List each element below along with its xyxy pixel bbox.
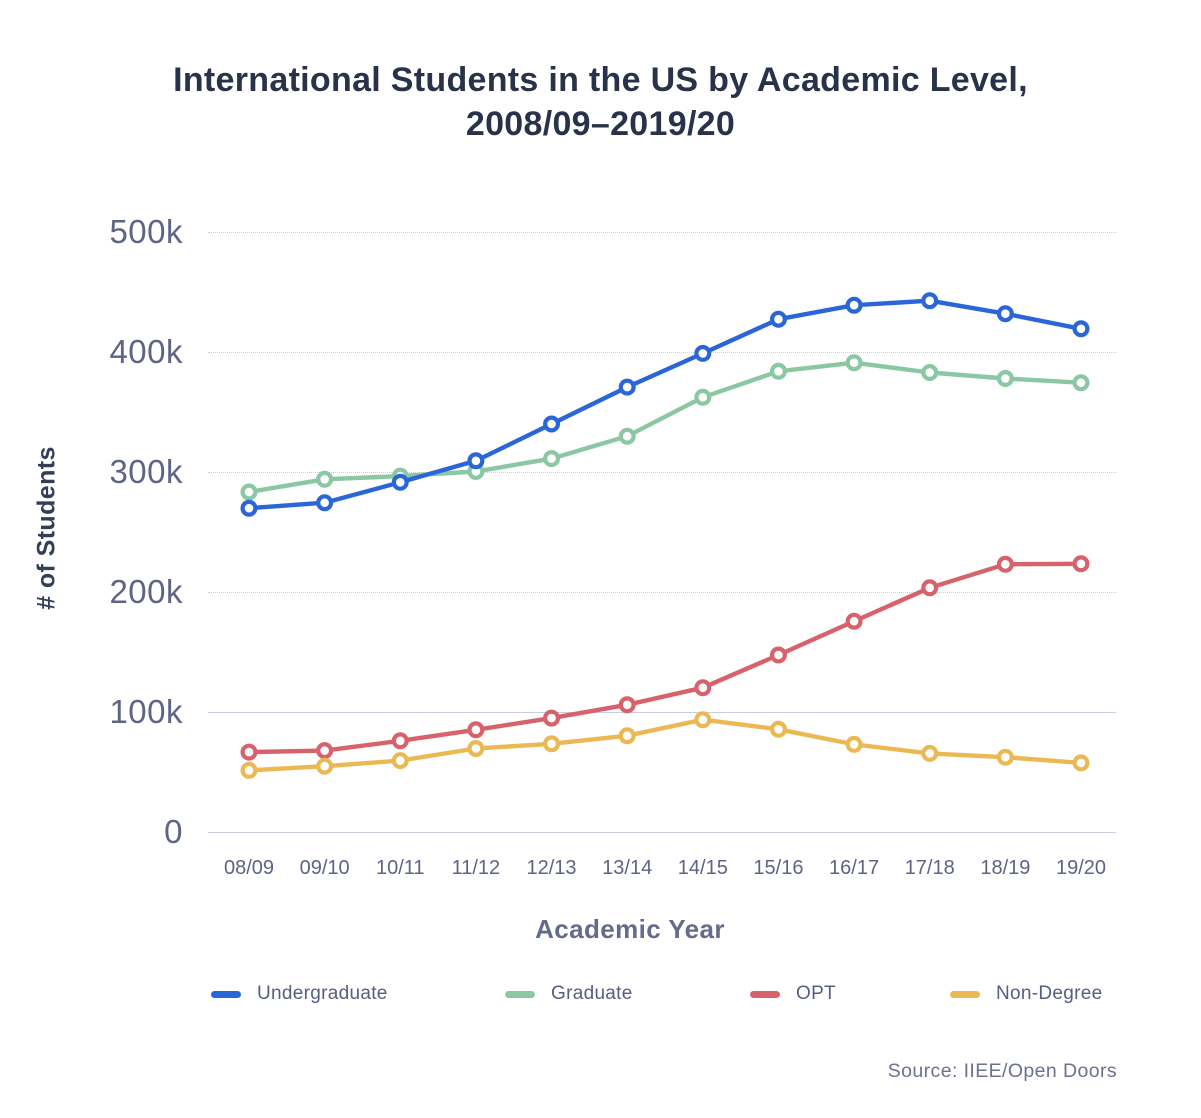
legend-swatch-icon [950, 991, 980, 998]
data-point-opt-11-12 [470, 723, 483, 736]
data-point-undergraduate-19-20 [1075, 322, 1088, 335]
data-point-non-degree-13-14 [621, 729, 634, 742]
legend-label: Graduate [551, 983, 633, 1004]
data-point-undergraduate-12-13 [545, 418, 558, 431]
data-point-non-degree-15-16 [772, 723, 785, 736]
data-point-opt-13-14 [621, 698, 634, 711]
data-point-graduate-09-10 [318, 473, 331, 486]
x-tick-label: 12/13 [526, 857, 577, 879]
data-point-opt-12-13 [545, 712, 558, 725]
data-point-graduate-13-14 [621, 430, 634, 443]
legend-item-graduate [505, 981, 633, 1007]
x-tick-label: 16/17 [829, 857, 880, 879]
data-point-undergraduate-11-12 [470, 454, 483, 467]
data-point-non-degree-14-15 [696, 713, 709, 726]
data-point-undergraduate-17-18 [923, 294, 936, 307]
data-point-graduate-14-15 [696, 391, 709, 404]
x-tick-label: 13/14 [602, 857, 653, 879]
x-tick-label: 19/20 [1055, 857, 1107, 879]
data-point-undergraduate-13-14 [621, 381, 634, 394]
data-point-graduate-17-18 [923, 366, 936, 379]
data-point-undergraduate-10-11 [394, 476, 407, 489]
data-point-undergraduate-16-17 [848, 299, 861, 312]
legend-item-non-degree [950, 981, 1103, 1007]
y-axis-title: # of Students [32, 446, 61, 610]
y-tick-label: 400k [109, 333, 183, 370]
x-axis-title: Academic Year [535, 914, 725, 944]
legend-item-undergraduate [211, 981, 388, 1007]
legend-swatch-icon [505, 991, 535, 998]
x-tick-label: 09/10 [299, 857, 350, 879]
legend-label: Undergraduate [257, 983, 388, 1004]
data-point-non-degree-18-19 [999, 751, 1012, 764]
x-tick-label: 10/11 [375, 857, 425, 879]
data-point-non-degree-10-11 [394, 754, 407, 767]
chart-title-line2: 2008/09–2019/20 [465, 105, 736, 143]
x-tick-label: 17/18 [904, 857, 955, 879]
data-point-opt-14-15 [696, 681, 709, 694]
y-tick-label: 100k [109, 693, 183, 730]
data-point-non-degree-11-12 [470, 742, 483, 755]
data-point-undergraduate-18-19 [999, 307, 1012, 320]
data-point-opt-17-18 [923, 581, 936, 594]
data-point-graduate-15-16 [772, 365, 785, 378]
data-point-graduate-08-09 [243, 486, 256, 499]
y-tick-label: 200k [109, 573, 183, 610]
data-point-opt-19-20 [1075, 557, 1088, 570]
series-line-opt [249, 564, 1081, 752]
data-point-graduate-16-17 [848, 356, 861, 369]
data-point-graduate-18-19 [999, 372, 1012, 385]
legend-label: Non-Degree [996, 983, 1103, 1004]
data-point-opt-08-09 [243, 746, 256, 759]
data-point-non-degree-16-17 [848, 738, 861, 751]
series-line-graduate [249, 363, 1081, 492]
data-point-opt-16-17 [848, 615, 861, 628]
y-tick-label: 0 [164, 813, 183, 850]
y-tick-label: 300k [109, 453, 183, 490]
y-tick-label: 500k [109, 213, 183, 250]
legend-swatch-icon [750, 991, 780, 998]
data-point-graduate-19-20 [1075, 376, 1088, 389]
data-point-non-degree-12-13 [545, 737, 558, 750]
data-point-non-degree-17-18 [923, 747, 936, 760]
data-point-opt-09-10 [318, 744, 331, 757]
legend-item-opt [750, 981, 836, 1007]
data-point-non-degree-08-09 [243, 764, 256, 777]
data-point-undergraduate-08-09 [243, 502, 256, 515]
x-tick-label: 15/16 [753, 857, 804, 879]
data-point-non-degree-19-20 [1075, 757, 1088, 770]
chart-title-line1: International Students in the US by Academic Level, [173, 61, 1028, 99]
x-tick-label: 08/09 [223, 857, 275, 879]
legend-swatch-icon [211, 991, 241, 998]
data-point-undergraduate-09-10 [318, 496, 331, 509]
data-point-undergraduate-15-16 [772, 313, 785, 326]
data-point-opt-10-11 [394, 734, 407, 747]
legend-label: OPT [796, 983, 836, 1004]
x-tick-label: 18/19 [980, 857, 1031, 879]
x-tick-label: 14/15 [677, 857, 728, 879]
data-point-graduate-12-13 [545, 452, 558, 465]
data-point-opt-15-16 [772, 649, 785, 662]
x-tick-label: 11/12 [451, 857, 501, 879]
data-point-undergraduate-14-15 [696, 347, 709, 360]
data-point-opt-18-19 [999, 558, 1012, 571]
source-note: Source: IIEE/Open Doors [887, 1060, 1117, 1082]
data-point-non-degree-09-10 [318, 760, 331, 773]
